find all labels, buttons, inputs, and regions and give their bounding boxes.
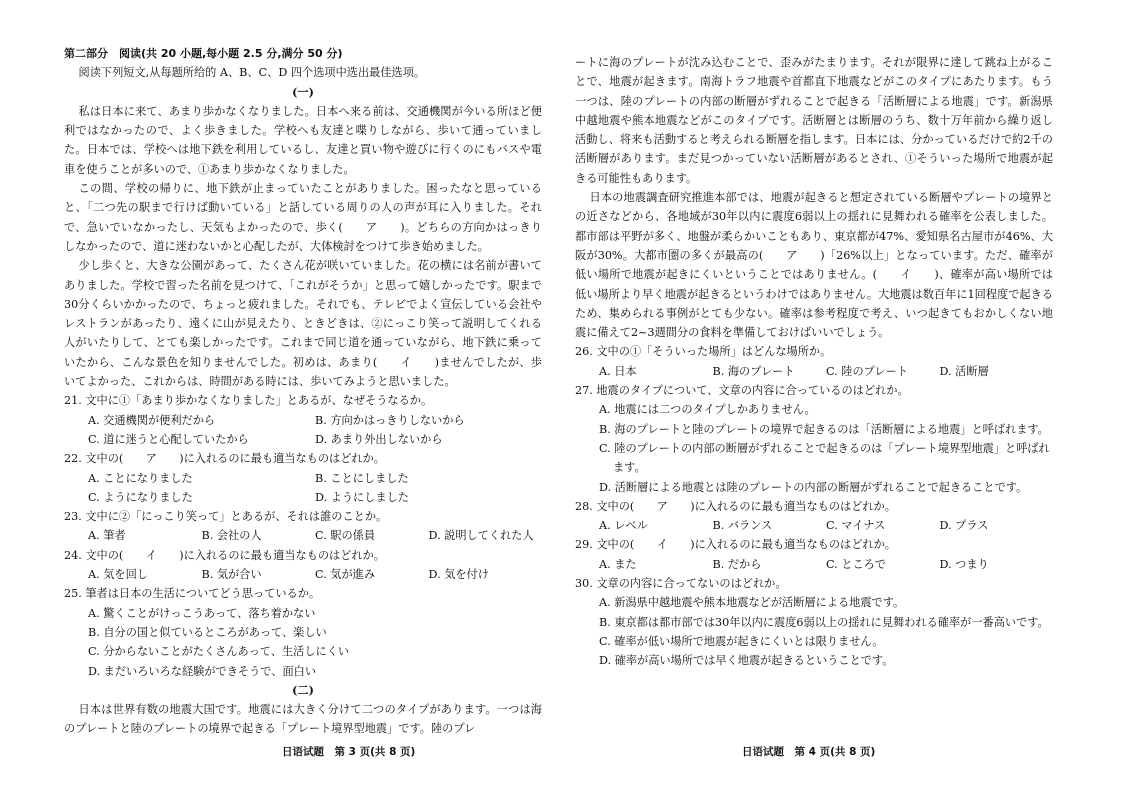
answer-option[interactable]: B. 気が合い (201, 568, 262, 582)
passage2-paragraph-continued: ートに海のプレートが沈み込むことで、歪みがたまります。それが限界に達して跳ね上がることで、地震が起きます。南海トラフ地震や首都直下地震などがこのタイプにあたります。もう一つは、陸のプレートの内部の断層がずれることで起きる「活断層による地震」です。新潟県中越地震や熊本地震などがこのタイプです。活断層とは断層のうち、数十万年前から繰り返し活動し、将来も活動すると考えられる断層を指します。日本には、分かっているだけで約2千の活断層があります。まだ見つかっていない活断層があるとされ、①そういった場所で地震が起きる可能性もあります。 (575, 56, 1053, 185)
footer-page3: 日语试题 第 3 页(共 8 页) (282, 746, 416, 758)
question-stem: 24. 文中の( イ )に入れるのに最も適当なものはどれか。 (64, 548, 385, 562)
question-stem: 29. 文中の( イ )に入れるのに最も適当なものはどれか。 (575, 538, 896, 552)
question-stem: 22. 文中の( ア )に入れるのに最も適当なものはどれか。 (64, 452, 385, 466)
answer-option[interactable]: A. 気を回し (88, 568, 148, 582)
passage1-paragraph-1: 私は日本に来て、あまり歩かなくなりました。日本へ来る前は、交通機関が今いる所ほど便利ではなかったので、よく歩きました。学校へも友達と喋りしながら、歩いて通っていました。日本では、学校へは地下鉄を利用しているし、友達と買い物や遊びに行くのにもバスや電車を使うことが多いので、①あまり歩かなくなりました。 (64, 104, 542, 176)
answer-option[interactable]: B. 会社の人 (201, 529, 262, 543)
question-options (88, 604, 542, 681)
answer-option[interactable]: D. 気を付け (428, 568, 489, 582)
question-stem: 21. 文中に①「あまり歩かなくなりました」とあるが、なぜそうなるか。 (64, 394, 433, 408)
answer-option[interactable]: D. 説明してくれた人 (428, 529, 534, 543)
answer-option[interactable]: D. 確率が高い場所では早く地震が起きるということです。 (599, 654, 894, 668)
answer-option[interactable]: A. 驚くことがけっこうあって、落ち着かない (88, 606, 316, 620)
answer-option[interactable]: C. 気が進み (315, 568, 376, 582)
answer-option[interactable]: A. また (599, 557, 637, 571)
answer-option[interactable]: A. レベル (599, 519, 648, 533)
section-instruction: 阅读下列短文,从每题所给的 A、B、C、D 四个选项中选出最佳选项。 (78, 66, 426, 80)
answer-option[interactable]: D. プラス (939, 519, 989, 533)
answer-option[interactable]: D. ようにしました (315, 490, 409, 504)
answer-option[interactable]: C. 陸のプレートの内部の断層がずれることで起きるのは「プレート境界型地震」と呼ばれます。 (599, 441, 1050, 475)
question-stem: 27. 地震のタイプについて、文章の内容に合っているのはどれか。 (575, 384, 909, 398)
question-options (599, 555, 1053, 574)
answer-option[interactable]: B. 海のプレート (712, 364, 795, 378)
answer-option[interactable]: B. だから (712, 557, 762, 571)
answer-option[interactable]: A. 筆者 (88, 529, 126, 543)
answer-option[interactable]: C. マイナス (826, 519, 886, 533)
passage1-paragraph-3: 少し歩くと、大きな公園があって、たくさん花が咲いていました。花の横には名前が書いてありました。学校で習った名前を見つけて、「これがそうか」と思って嬉しかったです。駅まで30分くらいかかったので、ちょっと疲れました。それでも、テレビでよく宣伝している会社やレストランがあったり、遠くに山が見えたり、ときどきは、②にっこり笑って説明してくれる人がいたりして、とても楽しかったです。これまで同じ道を通っていながら、地下鉄に乗っていたから、こんな景色を知りませんでした。初めは、あまり( イ )ませんでしたが、歩いてよかった、これからは、時間がある時には、歩いてみようと思いました。 (64, 259, 542, 389)
question-stem: 26. 文中の①「そういった場所」はどんな場所か。 (575, 345, 832, 359)
question-options (599, 516, 1053, 535)
passage1-paragraph-2: この間、学校の帰りに、地下鉄が止まっていたことがありました。困ったなと思っていると、「二つ先の駅まで行けば動いている」と話している周りの人の声が耳に入りました。それで、急いでいなかったし、天気もよかったので、歩く( ア )。どちらの方向かはっきりしなかったので、道に迷わないかと心配したが、大体検討をつけて歩き始めました。 (64, 182, 542, 253)
question-stem: 30. 文章の内容に合ってないのはどれか。 (575, 577, 787, 591)
answer-option[interactable]: A. ことになりました (88, 471, 193, 485)
passage2-paragraph-2: 日本の地震調査研究推進本部では、地震が起きると想定されている断層やプレートの境界との近さなどから、各地域が30年以内に震度6弱以上の揺れに見舞われる確率を公表しました。都市部は平野が多く、地盤が柔らかいこともあり、東京都が47%、愛知県名古屋市が46%、大阪が30%。大都市圏の多くが最高の( ア )「26%以上」となっています。ただ、確率が低い場所で地震が起きにくいということではありません。( イ )、確率が高い場所では低い場所より早く地震が起きるというわけではありません。大地震は数百年に1回程度で起きるため、集められる事例がとても少ない。確率は参考程度で考え、いつ起きてもおかしくない地震に備えて2~3週間分の食料を準備しておけばいいでしょう。 (575, 191, 1053, 340)
answer-option[interactable]: B. ことにしました (315, 471, 409, 485)
passage1-marker: (一) (292, 84, 314, 99)
question-options (599, 362, 1053, 381)
question-options (599, 400, 1053, 496)
answer-option[interactable]: B. 自分の国と似ているところがあって、楽しい (88, 625, 327, 639)
answer-option[interactable]: D. まだいろいろな経験ができそうで、面白い (88, 664, 317, 678)
answer-option[interactable]: C. ようになりました (88, 490, 193, 504)
answer-option[interactable]: C. 確率が低い場所で地震が起きにくいとは限りません。 (599, 634, 884, 648)
passage2-paragraph-start: 日本は世界有数の地震大国です。地震には大きく分けて二つのタイプがあります。一つは海のプレートと陸のプレートの境界で起きる「プレート境界型地震」です。陸のプレ (64, 703, 542, 736)
answer-option[interactable]: A. 新潟県中越地震や熊本地震などが活断層による地震です。 (599, 596, 905, 610)
answer-option[interactable]: D. 活断層による地震とは陸のプレートの内部の断層がずれることで起きることです。 (599, 480, 1028, 494)
answer-option[interactable]: A. 地震には二つのタイプしかありません。 (599, 403, 816, 417)
answer-option[interactable]: A. 日本 (599, 364, 637, 378)
question-options (88, 469, 542, 508)
answer-option[interactable]: C. 陸のプレート (826, 364, 908, 378)
section-heading: 第二部分 阅读(共 20 小题,每小题 2.5 分,满分 50 分) (64, 47, 343, 60)
answer-option[interactable]: D. つまり (939, 557, 989, 571)
answer-option[interactable]: C. 分からないことがたくさんあって、生活しにくい (88, 645, 350, 659)
question-options (88, 565, 542, 584)
questions-page3 (64, 391, 542, 680)
question-options (599, 593, 1053, 670)
answer-option[interactable]: B. 方向かはっきりしないから (315, 413, 465, 427)
question-stem: 23. 文中に②「にっこり笑って」とあるが、それは誰のことか。 (64, 510, 388, 524)
question-options (88, 526, 542, 545)
answer-option[interactable]: A. 交通機関が便利だから (88, 413, 216, 427)
answer-option[interactable]: B. 海のプレートと陸のプレートの境界で起きるのは「活断層による地震」と呼ばれます。 (599, 422, 1049, 436)
page-3 (64, 44, 542, 739)
question-stem: 25. 筆者は日本の生活についてどう思っているか。 (64, 587, 321, 601)
answer-option[interactable]: C. ところで (826, 557, 886, 571)
answer-option[interactable]: D. あまり外出しないから (315, 432, 443, 446)
answer-option[interactable]: C. 駅の係員 (315, 529, 376, 543)
page-4 (575, 53, 1053, 671)
questions-page4 (575, 342, 1053, 670)
passage2-marker: (二) (292, 682, 314, 697)
answer-option[interactable]: B. バランス (712, 519, 773, 533)
answer-option[interactable]: B. 東京都は都市部では30年以内に震度6弱以上の揺れに見舞われる確率が一番高いです。 (599, 615, 1049, 629)
footer-page4: 日语试题 第 4 页(共 8 页) (742, 746, 876, 758)
question-options (88, 411, 542, 450)
answer-option[interactable]: C. 道に迷うと心配していたから (88, 432, 249, 446)
question-stem: 28. 文中の( ア )に入れるのに最も適当なものはどれか。 (575, 499, 896, 513)
answer-option[interactable]: D. 活断層 (939, 364, 989, 378)
